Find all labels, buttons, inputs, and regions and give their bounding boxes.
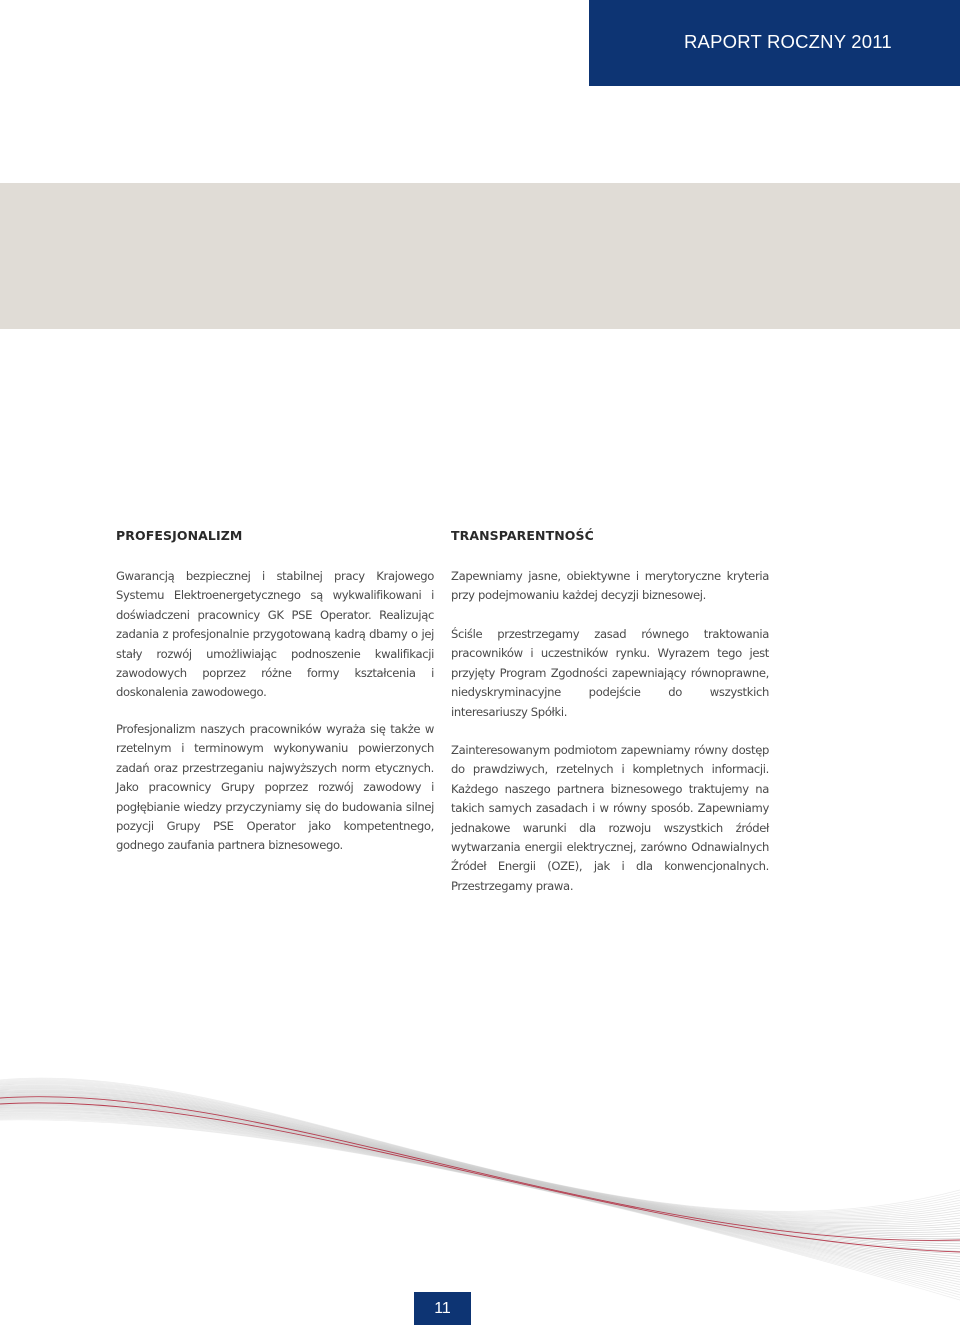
wave-line — [0, 1086, 960, 1220]
paragraph-transparentnosc-1: Zapewniamy jasne, obiektywne i merytoryczne kryteria przy podejmowaniu każdej decyzji biznesowej. — [451, 569, 769, 603]
wave-line — [0, 1104, 960, 1259]
report-title: RAPORT ROCZNY 2011 — [684, 31, 892, 52]
paragraph-profesjonalizm-1: Gwarancją bezpiecznej i stabilnej pracy Krajowego Systemu Elektroenergetycznego są wykwalifikowani i doświadczeni pracownicy GK PSE Operator. Realizując zadania z profesjonalnie przygotowaną kadrą dbamy o jej stały rozwój umożliwiając podnoszenie kwalifikacji zawodowych poprzez różne formy kształcenia i doskonalenia zawodowego. — [116, 569, 434, 700]
section-heading-transparentnosc: TRANSPARENTNOŚĆ — [451, 528, 594, 543]
wave-line — [0, 1117, 960, 1292]
wave-line — [0, 1116, 960, 1290]
wave-line — [0, 1092, 960, 1229]
wave-lines-graphic — [0, 1050, 960, 1326]
wave-line — [0, 1105, 960, 1261]
wave-line — [0, 1108, 960, 1269]
wave-line — [0, 1119, 960, 1298]
paragraph-transparentnosc-3: Zainteresowanym podmiotom zapewniamy równy dostęp do prawdziwych, rzetelnych i kompletnych informacji. Każdego naszego partnera biznesowego traktujemy na takich samych zasadach i w równy sposób. Zapewniamy jednakowe warunki dla rozwoju wszystkich źródeł wytwarzania energii elektrycznej, zarówno Odnawialnych Źródeł Energii (OZE), jak i dla konwencjonalnych. Przestrzegamy prawa. — [451, 743, 769, 893]
grey-banner — [0, 183, 960, 329]
wave-line — [0, 1103, 960, 1256]
wave-line — [0, 1115, 960, 1287]
wave-line — [0, 1118, 960, 1295]
section-heading-profesjonalizm: PROFESJONALIZM — [116, 528, 243, 543]
wave-line — [0, 1106, 960, 1264]
page-number: 11 — [434, 1300, 451, 1317]
wave-line — [0, 1107, 960, 1267]
paragraph-profesjonalizm-2: Profesjonalizm naszych pracowników wyraża się także w rzetelnym i terminowym wykonywaniu powierzonych zadań oraz przestrzeganiu najwyższych norm etycznych. Jako pracownicy Grupy poprzez rozwój zawodowy i pogłębianie wiedzy przyczyniamy się do budowania silnej pozycji Grupy PSE Operator jako kompetentnego, godnego zaufania partnera biznesowego. — [116, 722, 434, 853]
wave-line — [0, 1120, 960, 1300]
paragraph-transparentnosc-2: Ściśle przestrzegamy zasad równego traktowania pracowników i uczestników rynku. Wyrazem tego jest przyjęty Program Zgodności zapewniający równoprawne, niedyskryminacyjne podejście do wszystkich interesariuszy Spółki. — [451, 627, 769, 719]
